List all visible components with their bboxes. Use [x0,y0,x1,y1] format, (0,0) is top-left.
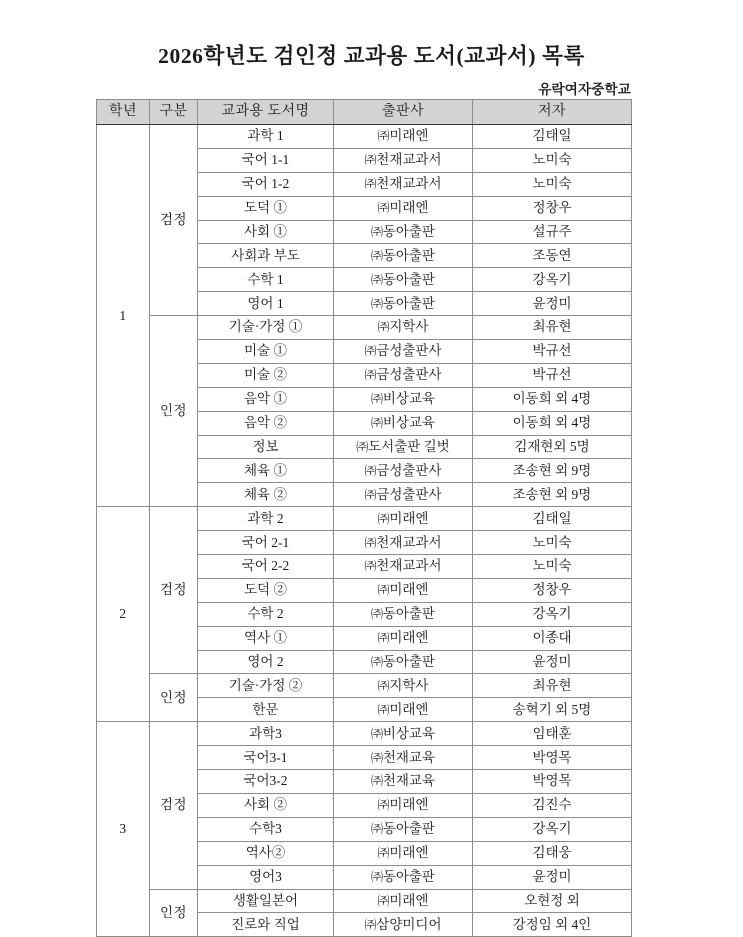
author-cell: 윤정미 [473,865,632,889]
publisher-cell: ㈜동아출판 [334,220,473,244]
book-title-cell: 정보 [198,435,334,459]
book-title-cell: 미술 ② [198,363,334,387]
corporation-mark: ㈜ [377,583,390,598]
corporation-mark: ㈜ [377,846,390,861]
publisher-cell: ㈜비상교육 [334,411,473,435]
author-cell: 노미숙 [473,531,632,555]
publisher-cell: ㈜지학사 [334,674,473,698]
corporation-mark: ㈜ [371,224,383,239]
page-title: 2026학년도 검인정 교과용 도서(교과서) 목록 [158,44,585,68]
corporation-mark: ㈜ [371,774,383,789]
author-cell: 최유현 [473,316,632,340]
school-name: 유락여자중학교 [538,82,631,97]
author-cell: 박영목 [473,746,632,770]
corporation-mark: ㈜ [377,511,390,526]
table-row [97,889,632,913]
corporation-mark: ㈜ [377,893,390,908]
publisher-cell: ㈜비상교육 [334,722,473,746]
book-title-cell: 미술 ① [198,340,334,364]
author-cell: 윤정미 [473,650,632,674]
approval-type-cell: 인정 [150,316,198,507]
publisher-cell: ㈜천재교과서 [334,555,473,579]
author-cell: 정창우 [473,196,632,220]
author-cell: 박규선 [473,340,632,364]
author-cell: 임태훈 [473,722,632,746]
book-title-cell: 음악 ② [198,411,334,435]
publisher-cell: ㈜천재교과서 [334,531,473,555]
corporation-mark: ㈜ [364,487,377,502]
publisher-cell: ㈜동아출판 [334,244,473,268]
corporation-mark: ㈜ [371,248,383,263]
book-title-cell: 수학 2 [198,602,334,626]
book-title-cell: 과학 2 [198,507,334,531]
book-title-cell: 도덕 ② [198,578,334,602]
corporation-mark: ㈜ [364,559,377,574]
corporation-mark: ㈜ [377,631,390,646]
author-cell: 강옥기 [473,602,632,626]
corporation-mark: ㈜ [377,678,390,693]
author-cell: 이동희 외 4명 [473,387,632,411]
corporation-mark: ㈜ [371,272,383,287]
author-cell: 조동연 [473,244,632,268]
author-cell: 박영목 [473,770,632,794]
book-title-cell: 국어3-2 [198,770,334,794]
book-title-cell: 국어3-1 [198,746,334,770]
author-cell: 윤정미 [473,292,632,316]
book-title-cell: 국어 2-1 [198,531,334,555]
table-row [97,316,632,340]
author-cell: 조송현 외 9명 [473,483,632,507]
book-title-cell: 과학 1 [198,125,334,149]
publisher-cell: ㈜미래엔 [334,841,473,865]
author-cell: 김재현외 5명 [473,435,632,459]
publisher-cell: ㈜미래엔 [334,698,473,722]
column-header-author: 저자 [473,100,632,125]
publisher-cell: ㈜삼양미디어 [334,913,473,937]
book-title-cell: 기술·가정 ② [198,674,334,698]
table-row [97,507,632,531]
book-title-cell: 역사 ① [198,626,334,650]
grade-cell: 1 [97,125,150,507]
author-cell: 김태일 [473,507,632,531]
author-cell: 강옥기 [473,817,632,841]
book-title-cell: 사회 ① [198,220,334,244]
book-title-cell: 생활일본어 [198,889,334,913]
book-title-cell: 체육 ① [198,459,334,483]
author-cell: 설규주 [473,220,632,244]
corporation-mark: ㈜ [364,177,377,192]
publisher-cell: ㈜천재교과서 [334,172,473,196]
author-cell: 노미숙 [473,148,632,172]
book-title-cell: 수학 1 [198,268,334,292]
publisher-cell: ㈜동아출판 [334,292,473,316]
publisher-cell: ㈜미래엔 [334,793,473,817]
book-title-cell: 음악 ① [198,387,334,411]
author-cell: 송혁기 외 5명 [473,698,632,722]
table-header-row [97,100,632,125]
table-row [97,722,632,746]
book-title-cell: 체육 ② [198,483,334,507]
table-row [97,125,632,149]
corporation-mark: ㈜ [371,869,383,884]
corporation-mark: ㈜ [371,654,383,669]
corporation-mark: ㈜ [371,726,383,741]
corporation-mark: ㈜ [371,392,383,407]
author-cell: 김태웅 [473,841,632,865]
book-title-cell: 국어 1-1 [198,148,334,172]
book-title-cell: 영어 2 [198,650,334,674]
corporation-mark: ㈜ [364,344,377,359]
publisher-cell: ㈜금성출판사 [334,363,473,387]
author-cell: 김태일 [473,125,632,149]
publisher-cell: ㈜동아출판 [334,602,473,626]
corporation-mark: ㈜ [377,320,390,335]
author-cell: 강옥기 [473,268,632,292]
publisher-cell: ㈜금성출판사 [334,483,473,507]
book-title-cell: 한문 [198,698,334,722]
approval-type-cell: 인정 [150,889,198,937]
grade-cell: 3 [97,722,150,937]
publisher-cell: ㈜천재교육 [334,770,473,794]
approval-type-cell: 검정 [150,722,198,889]
publisher-cell: ㈜미래엔 [334,196,473,220]
table-header [97,100,632,125]
corporation-mark: ㈜ [377,702,390,717]
publisher-cell: ㈜미래엔 [334,507,473,531]
publisher-cell: ㈜천재교과서 [334,148,473,172]
publisher-cell: ㈜비상교육 [334,387,473,411]
book-title-cell: 수학3 [198,817,334,841]
grade-cell: 2 [97,507,150,722]
book-title-cell: 도덕 ① [198,196,334,220]
publisher-cell: ㈜미래엔 [334,125,473,149]
table-body [97,125,632,937]
author-cell: 이종대 [473,626,632,650]
book-title-cell: 역사② [198,841,334,865]
corporation-mark: ㈜ [377,798,390,813]
publisher-cell: ㈜동아출판 [334,268,473,292]
corporation-mark: ㈜ [364,368,377,383]
author-cell: 이동희 외 4명 [473,411,632,435]
corporation-mark: ㈜ [371,607,383,622]
corporation-mark: ㈜ [371,296,383,311]
corporation-mark: ㈜ [364,535,377,550]
book-title-cell: 진로와 직업 [198,913,334,937]
book-title-cell: 사회 ② [198,793,334,817]
publisher-cell: ㈜도서출판 길벗 [334,435,473,459]
author-cell: 최유현 [473,674,632,698]
textbook-table-container [96,99,631,937]
textbook-table [96,99,632,937]
book-title-cell: 국어 2-2 [198,555,334,579]
author-cell: 김진수 [473,793,632,817]
book-title-cell: 국어 1-2 [198,172,334,196]
author-cell: 박규선 [473,363,632,387]
book-title-cell: 영어3 [198,865,334,889]
approval-type-cell: 검정 [150,507,198,674]
approval-type-cell: 인정 [150,674,198,722]
corporation-mark: ㈜ [364,153,377,168]
corporation-mark: ㈜ [371,416,383,431]
corporation-mark: ㈜ [377,201,390,216]
table-row [97,674,632,698]
book-title-cell: 영어 1 [198,292,334,316]
publisher-cell: ㈜동아출판 [334,865,473,889]
column-header-type: 구분 [150,100,198,125]
column-header-book: 교과용 도서명 [198,100,334,125]
author-cell: 노미숙 [473,555,632,579]
author-cell: 노미숙 [473,172,632,196]
corporation-mark: ㈜ [371,750,383,765]
publisher-cell: ㈜미래엔 [334,889,473,913]
book-title-cell: 사회과 부도 [198,244,334,268]
publisher-cell: ㈜금성출판사 [334,459,473,483]
author-cell: 조송현 외 9명 [473,459,632,483]
corporation-mark: ㈜ [364,917,377,932]
book-title-cell: 과학3 [198,722,334,746]
publisher-cell: ㈜미래엔 [334,578,473,602]
publisher-cell: ㈜천재교육 [334,746,473,770]
publisher-cell: ㈜미래엔 [334,626,473,650]
column-header-grade: 학년 [97,100,150,125]
corporation-mark: ㈜ [356,439,369,454]
book-title-cell: 기술·가정 ① [198,316,334,340]
column-header-publisher: 출판사 [334,100,473,125]
author-cell: 오현정 외 [473,889,632,913]
publisher-cell: ㈜금성출판사 [334,340,473,364]
approval-type-cell: 검정 [150,125,198,316]
publisher-cell: ㈜동아출판 [334,650,473,674]
author-cell: 정창우 [473,578,632,602]
corporation-mark: ㈜ [377,129,390,144]
corporation-mark: ㈜ [371,822,383,837]
corporation-mark: ㈜ [364,463,377,478]
publisher-cell: ㈜지학사 [334,316,473,340]
author-cell: 강정임 외 4인 [473,913,632,937]
publisher-cell: ㈜동아출판 [334,817,473,841]
